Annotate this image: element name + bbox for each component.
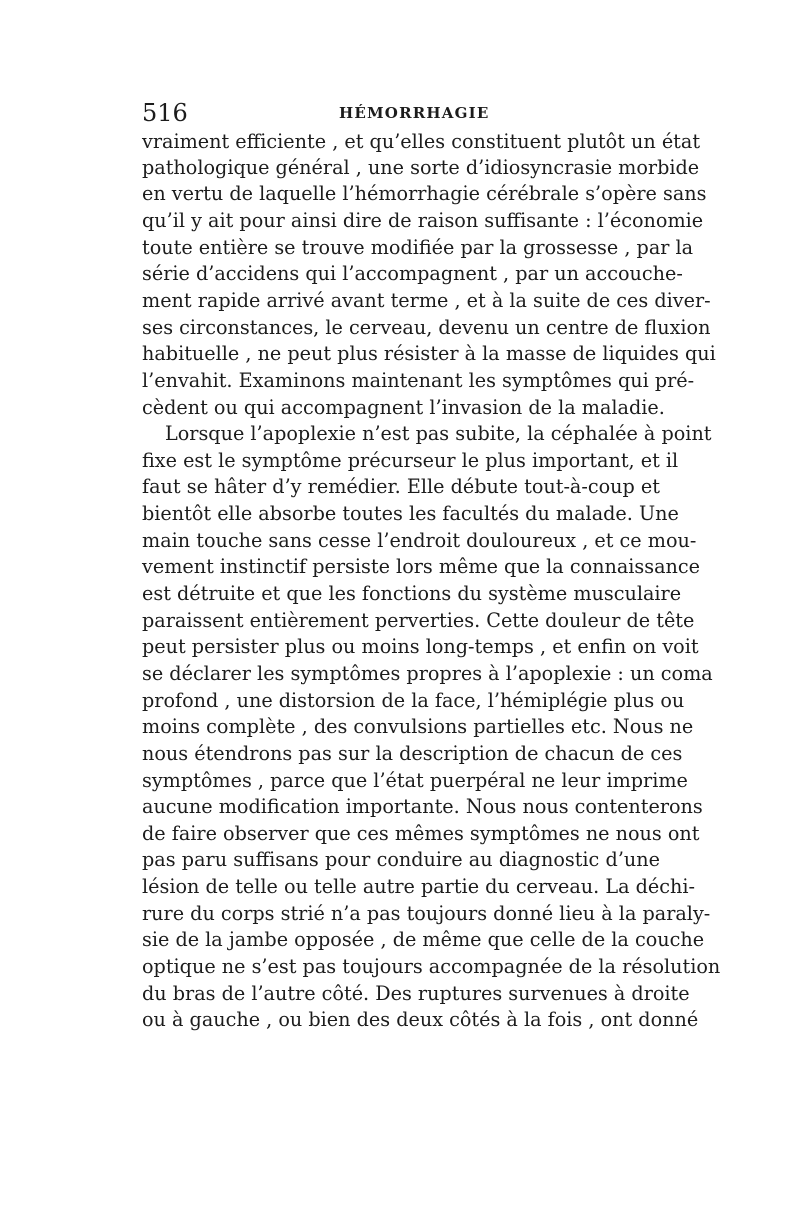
text-line: vement instinctif persiste lors même que la connaissance	[142, 555, 701, 578]
running-header	[142, 99, 662, 127]
text-line: ment rapide arrivé avant terme , et à la suite de ces diver-	[142, 289, 711, 312]
text-line: ses circonstances, le cerveau, devenu un centre de fluxion	[142, 316, 711, 339]
text-line: aucune modification importante. Nous nous contenterons	[142, 795, 703, 818]
text-line: ou à gauche , ou bien des deux côtés à la fois , ont donné	[142, 1008, 699, 1031]
text-line: optique ne s’est pas toujours accompagnée de la résolution	[142, 955, 721, 978]
text-line: de faire observer que ces mêmes symptômes ne nous ont	[142, 822, 700, 845]
text-line: pas paru suffisans pour conduire au diagnostic d’une	[142, 848, 660, 871]
text-line: main touche sans cesse l’endroit douloureux , et ce mou-	[142, 529, 697, 552]
text-line: se déclarer les symptômes propres à l’apoplexie : un coma	[142, 662, 713, 685]
text-line: bientôt elle absorbe toutes les facultés du malade. Une	[142, 502, 679, 525]
text-line: l’envahit. Examinons maintenant les symptômes qui pré-	[142, 369, 695, 392]
text-line: cèdent ou qui accompagnent l’invasion de la maladie.	[142, 396, 665, 419]
text-line: série d’accidens qui l’accompagnent , par un accouche-	[142, 262, 683, 285]
page-number: 516	[142, 99, 188, 127]
text-line: moins complète , des convulsions partielles etc. Nous ne	[142, 715, 694, 738]
text-line: nous étendrons pas sur la description de chacun de ces	[142, 742, 683, 765]
text-line: en vertu de laquelle l’hémorrhagie cérébrale s’opère sans	[142, 182, 707, 205]
text-line: du bras de l’autre côté. Des ruptures survenues à droite	[142, 982, 690, 1005]
text-line: paraissent entièrement perverties. Cette douleur de tête	[142, 609, 695, 632]
running-title: HÉMORRHAGIE	[339, 104, 490, 122]
text-line: profond , une distorsion de la face, l’hémiplégie plus ou	[142, 689, 685, 712]
text-line: vraiment efficiente , et qu’elles constituent plutôt un état	[142, 130, 701, 153]
text-line: symptômes , parce que l’état puerpéral ne leur imprime	[142, 769, 688, 792]
text-line: rure du corps strié n’a pas toujours donné lieu à la paraly-	[142, 902, 711, 925]
text-line: pathologique général , une sorte d’idiosyncrasie morbide	[142, 156, 700, 179]
text-line: sie de la jambe opposée , de même que celle de la couche	[142, 928, 705, 951]
text-line: fixe est le symptôme précurseur le plus important, et il	[142, 449, 679, 472]
paragraph-first-line: Lorsque l’apoplexie n’est pas subite, la céphalée à point	[165, 422, 712, 445]
text-line: faut se hâter d’y remédier. Elle débute tout-à-coup et	[142, 475, 660, 498]
text-line: habituelle , ne peut plus résister à la masse de liquides qui	[142, 342, 716, 365]
text-line: qu’il y ait pour ainsi dire de raison suffisante : l’économie	[142, 209, 704, 232]
text-line: lésion de telle ou telle autre partie du cerveau. La déchi-	[142, 875, 695, 898]
text-line: toute entière se trouve modifiée par la grossesse , par la	[142, 236, 694, 259]
text-line: peut persister plus ou moins long-temps , et enfin on voit	[142, 635, 699, 658]
text-line: est détruite et que les fonctions du système musculaire	[142, 582, 682, 605]
